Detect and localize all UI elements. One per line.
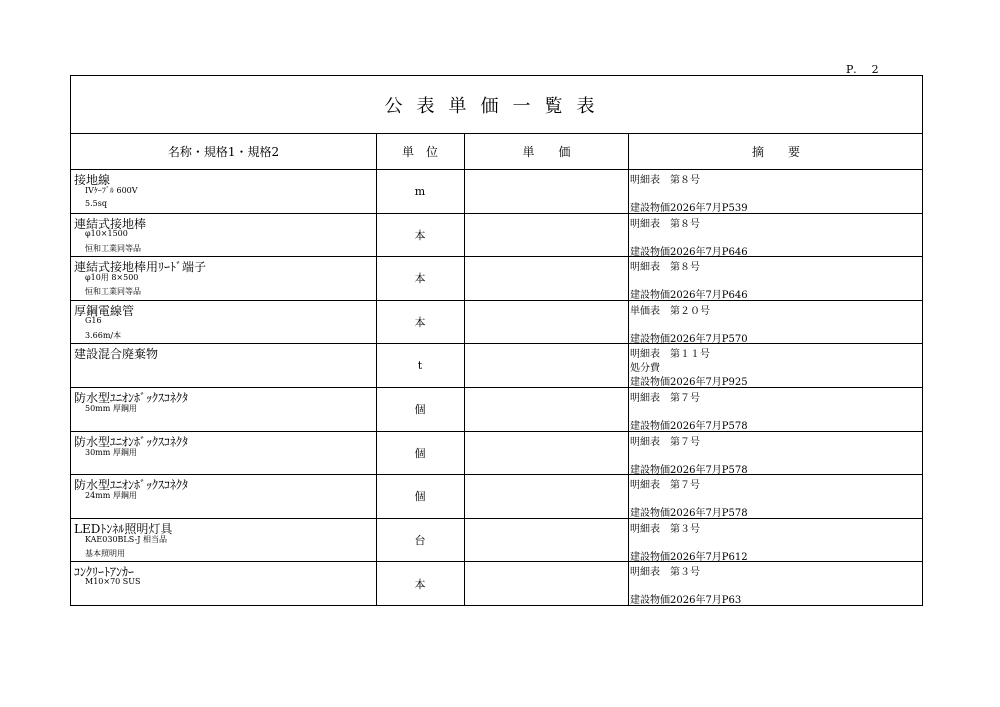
item-spec1: 30mm 厚鋼用 <box>85 447 137 457</box>
name-cell <box>73 344 373 387</box>
memo-line-1: 単価表 第２０号 <box>630 305 710 317</box>
table-row <box>71 475 922 519</box>
table-header <box>71 134 922 170</box>
item-name: 防水型ﾕﾆｵﾝﾎﾞｯｸｽｺﾈｸﾀ <box>74 478 189 493</box>
item-spec1: G16 <box>85 315 102 325</box>
unit-cell: 本 <box>414 228 426 242</box>
item-spec1: 24mm 厚鋼用 <box>85 491 137 501</box>
memo-line-1: 明細表 第１１号 <box>630 349 710 361</box>
memo-cell <box>629 214 923 257</box>
memo-cell <box>629 170 923 213</box>
header-name: 名称・規格1・規格2 <box>167 145 280 159</box>
item-name: 防水型ﾕﾆｵﾝﾎﾞｯｸｽｺﾈｸﾀ <box>74 434 189 449</box>
unit-cell: 台 <box>414 534 426 548</box>
unit-cell: m <box>414 184 426 198</box>
table-row <box>71 519 922 563</box>
unit-price-table <box>70 75 923 606</box>
name-cell <box>73 257 373 300</box>
item-name: 防水型ﾕﾆｵﾝﾎﾞｯｸｽｺﾈｸﾀ <box>74 391 189 405</box>
memo-cell <box>629 475 923 518</box>
item-spec1: φ10×1500 <box>85 228 128 238</box>
memo-line-1: 明細表 第８号 <box>630 175 700 186</box>
memo-line-3: 建設物価2026年7月P539 <box>630 203 748 214</box>
unit-cell: t <box>417 359 423 373</box>
table-row <box>71 257 922 301</box>
page-number: P. 2 <box>846 63 881 76</box>
memo-line-3: 建設物価2026年7月P578 <box>630 464 748 476</box>
header-memo: 摘 要 <box>751 145 800 159</box>
item-spec1: φ10用 8×500 <box>85 273 139 283</box>
unit-cell: 個 <box>414 403 426 417</box>
memo-cell <box>629 432 923 475</box>
header-price: 単 価 <box>522 145 571 159</box>
unit-cell: 本 <box>414 578 426 592</box>
memo-line-1: 明細表 第７号 <box>630 393 700 404</box>
name-cell <box>73 562 373 606</box>
memo-line-1: 明細表 第３号 <box>630 567 700 579</box>
memo-cell <box>629 562 923 606</box>
memo-cell <box>629 519 923 562</box>
memo-line-1: 明細表 第８号 <box>630 218 700 230</box>
memo-cell <box>629 388 923 431</box>
table-row <box>71 170 922 214</box>
table-row <box>71 562 922 606</box>
name-cell <box>73 170 373 213</box>
memo-line-1: 明細表 第３号 <box>630 523 700 535</box>
memo-line-1: 明細表 第７号 <box>630 436 700 448</box>
table-row <box>71 214 922 258</box>
unit-cell: 個 <box>414 490 426 504</box>
name-cell <box>73 214 373 257</box>
item-name: 連結式接地棒用ﾘｰﾄﾞ端子 <box>74 260 207 275</box>
name-cell <box>73 301 373 344</box>
memo-line-3: 建設物価2026年7月P925 <box>630 377 748 389</box>
table-row <box>71 432 922 476</box>
item-spec2: 基本照明用 <box>85 548 125 558</box>
table-row <box>71 388 922 432</box>
item-spec1: M10×70 SUS <box>85 577 141 587</box>
item-spec1: KAE030BLS-J 相当品 <box>85 534 167 544</box>
item-spec2: 恒和工業同等品 <box>85 243 141 253</box>
memo-line-3: 建設物価2026年7月P646 <box>630 246 748 258</box>
unit-cell: 本 <box>414 272 426 286</box>
item-name: ｺﾝｸﾘｰﾄｱﾝｶｰ <box>74 565 135 580</box>
unit-cell: 本 <box>414 316 426 330</box>
item-name: 接地線 <box>74 173 111 187</box>
item-spec1: IVｹｰﾌﾞﾙ 600V <box>85 186 138 195</box>
memo-line-1: 明細表 第８号 <box>630 262 700 274</box>
memo-cell <box>629 257 923 300</box>
memo-line-3: 建設物価2026年7月P578 <box>630 421 748 432</box>
item-name: LEDﾄﾝﾈﾙ照明灯具 <box>74 521 173 536</box>
item-spec2: 恒和工業同等品 <box>85 287 141 297</box>
item-spec2: 5.5sq <box>85 199 107 208</box>
item-name: 厚鋼電線管 <box>74 303 135 318</box>
memo-line-2: 処分費 <box>630 363 660 375</box>
memo-line-3: 建設物価2026年7月P570 <box>630 333 748 345</box>
memo-line-3: 建設物価2026年7月P612 <box>630 551 748 563</box>
name-cell <box>73 432 373 475</box>
memo-cell <box>629 344 923 387</box>
table-row <box>71 344 922 388</box>
memo-line-1: 明細表 第７号 <box>630 480 700 492</box>
memo-line-3: 建設物価2026年7月P578 <box>630 508 748 520</box>
name-cell <box>73 388 373 431</box>
name-cell <box>73 519 373 562</box>
table-body <box>71 170 922 605</box>
item-name: 建設混合廃棄物 <box>74 347 159 362</box>
name-cell <box>73 475 373 518</box>
table-row <box>71 301 922 345</box>
page-title: 公表単価一覧表 <box>71 76 922 134</box>
item-spec2: 3.66m/本 <box>85 330 122 340</box>
header-unit: 単 位 <box>401 145 438 159</box>
item-name: 連結式接地棒 <box>74 216 147 231</box>
memo-cell <box>629 301 923 344</box>
memo-line-3: 建設物価2026年7月P646 <box>630 290 748 302</box>
unit-cell: 個 <box>414 446 426 460</box>
item-spec1: 50mm 厚鋼用 <box>85 404 137 413</box>
memo-line-3: 建設物価2026年7月P63 <box>630 595 742 607</box>
